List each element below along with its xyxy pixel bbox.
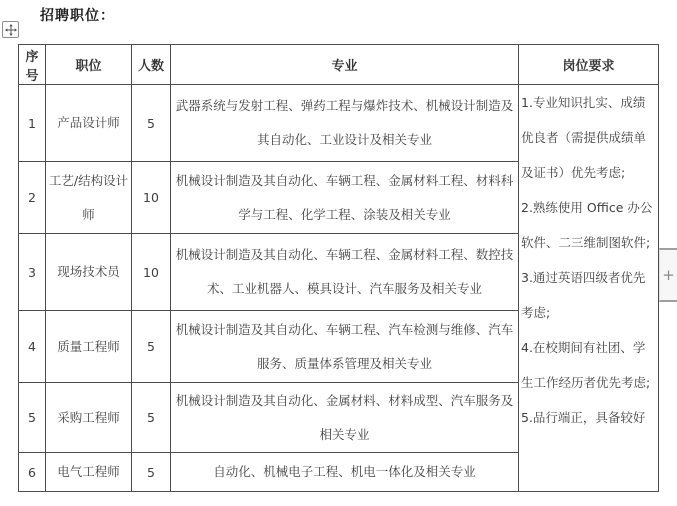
- cell-position: 电气工程师: [46, 453, 132, 492]
- sidebar-expand-button[interactable]: [659, 248, 677, 302]
- requirement-item: 4.在校期间有社团、学生工作经历者优先考虑;: [521, 340, 651, 390]
- cell-no: 4: [19, 311, 46, 383]
- cell-majors: 机械设计制造及其自动化、车辆工程、金属材料工程、材料科学与工程、化学工程、涂装及相关专业: [171, 162, 519, 234]
- cell-majors: 机械设计制造及其自动化、车辆工程、金属材料工程、数控技术、工业机器人、模具设计、汽车服务及相关专业: [171, 234, 519, 311]
- cell-majors: 武器系统与发射工程、弹药工程与爆炸技术、机械设计制造及其自动化、工业设计及相关专业: [171, 85, 519, 162]
- cell-no: 6: [19, 453, 46, 492]
- cell-count: 10: [132, 162, 171, 234]
- col-header-count: 人数: [132, 45, 171, 85]
- cell-count: 5: [132, 453, 171, 492]
- cell-no: 1: [19, 85, 46, 162]
- requirement-item: 5.品行端正，具备较好: [521, 410, 646, 425]
- cell-majors: 机械设计制造及其自动化、金属材料、材料成型、汽车服务及相关专业: [171, 383, 519, 453]
- cell-count: 10: [132, 234, 171, 311]
- table-row: [19, 85, 659, 162]
- plus-icon: +: [662, 266, 675, 284]
- cell-no: 2: [19, 162, 46, 234]
- cell-position: 产品设计师: [46, 85, 132, 162]
- col-header-no: 序号: [19, 45, 46, 85]
- cell-requirements: [519, 85, 659, 492]
- cell-position: 现场技术员: [46, 234, 132, 311]
- col-header-position: 职位: [46, 45, 132, 85]
- cell-count: 5: [132, 311, 171, 383]
- col-header-requirements: 岗位要求: [519, 45, 659, 85]
- move-icon: [5, 24, 17, 36]
- cell-position: 工艺/结构设计师: [46, 162, 132, 234]
- requirement-item: 1.专业知识扎实、成绩优良者（需提供成绩单及证书）优先考虑;: [521, 95, 647, 180]
- cell-position: 采购工程师: [46, 383, 132, 453]
- cell-majors: 自动化、机械电子工程、机电一体化及相关专业: [171, 453, 519, 492]
- cell-majors: 机械设计制造及其自动化、车辆工程、汽车检测与维修、汽车服务、质量体系管理及相关专业: [171, 311, 519, 383]
- table-move-handle[interactable]: [2, 21, 19, 38]
- cell-position: 质量工程师: [46, 311, 132, 383]
- requirement-item: 3.通过英语四级者优先考虑;: [521, 270, 646, 320]
- recruitment-table: [18, 44, 659, 492]
- page-title: 招聘职位：: [40, 8, 115, 24]
- header-row: [19, 45, 659, 85]
- requirement-item: 2.熟练使用 Office 办公软件、二三维制图软件;: [521, 200, 653, 250]
- cell-no: 5: [19, 383, 46, 453]
- cell-count: 5: [132, 383, 171, 453]
- cell-no: 3: [19, 234, 46, 311]
- col-header-majors: 专业: [171, 45, 519, 85]
- cell-count: 5: [132, 85, 171, 162]
